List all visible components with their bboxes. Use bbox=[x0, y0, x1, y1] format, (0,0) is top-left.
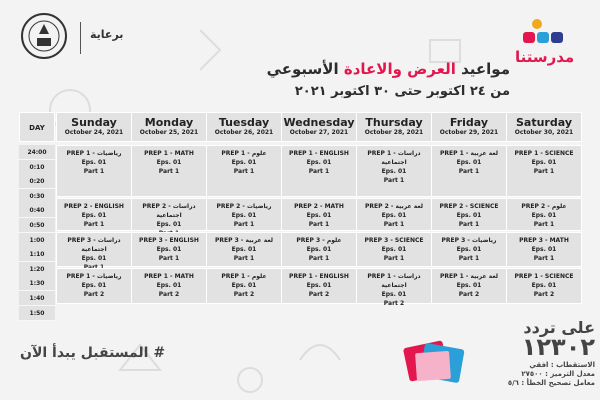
schedule-cell bbox=[431, 232, 507, 267]
time-slot: 1:40 bbox=[19, 291, 55, 306]
time-slot: 24:00 bbox=[19, 145, 55, 160]
sponsor-block bbox=[20, 10, 160, 62]
cell-line: اجتماعية bbox=[381, 159, 407, 166]
title-highlight: العرض والاعادة bbox=[343, 60, 456, 78]
day-header bbox=[206, 112, 282, 142]
schedule-cell bbox=[131, 198, 207, 231]
schedule-cell bbox=[431, 198, 507, 231]
day-header bbox=[131, 112, 207, 142]
cell-line: Part 1 bbox=[383, 177, 405, 184]
cell-line: Eps. 01 bbox=[231, 159, 257, 166]
cell-line: Eps. 01 bbox=[531, 159, 557, 166]
schedule-cell bbox=[356, 268, 432, 307]
day-header bbox=[56, 112, 132, 142]
day-name: Saturday bbox=[516, 116, 572, 129]
cell-line: PREP 2 - SCIENCE bbox=[439, 203, 499, 210]
cell-line: Part 2 bbox=[383, 300, 405, 307]
cell-line: Eps. 01 bbox=[381, 168, 407, 175]
cell-line: Eps. 01 bbox=[531, 212, 557, 219]
cell-line: Part 1 bbox=[233, 221, 255, 228]
day-date: October 25, 2021 bbox=[139, 129, 199, 136]
schedule-cell bbox=[56, 198, 132, 231]
sponsor-divider bbox=[80, 22, 81, 54]
time-slot: 1:10 bbox=[19, 247, 55, 262]
schedule-cell bbox=[281, 268, 357, 304]
cell-line: PREP 1 - علوم bbox=[221, 150, 267, 157]
cell-line: Eps. 01 bbox=[81, 159, 107, 166]
schedule-cell bbox=[281, 198, 357, 231]
cell-line: PREP 1 - لغة عربية bbox=[440, 150, 498, 157]
cell-line: PREP 1 - دراسات bbox=[367, 273, 421, 280]
brand-logo-icon bbox=[521, 18, 565, 46]
cell-line: PREP 2 - ENGLISH bbox=[64, 203, 124, 210]
cell-line: Part 1 bbox=[83, 221, 105, 228]
day-corner-label: DAY bbox=[19, 112, 55, 142]
cell-line: PREP 1 - رياضيات bbox=[66, 273, 122, 280]
brand-logo bbox=[515, 18, 575, 72]
schedule-cell bbox=[56, 268, 132, 304]
cell-line: PREP 1 - MATH bbox=[144, 150, 194, 157]
cell-line: Eps. 01 bbox=[381, 291, 407, 298]
schedule-cell bbox=[356, 232, 432, 267]
cell-line: Part 1 bbox=[533, 168, 555, 175]
cell-line: PREP 1 - ENGLISH bbox=[289, 273, 349, 280]
schedule-cell bbox=[131, 145, 207, 197]
cell-line: Eps. 01 bbox=[306, 212, 332, 219]
cell-line: Part 1 bbox=[233, 255, 255, 262]
cell-line: Eps. 01 bbox=[456, 212, 482, 219]
cell-line: PREP 1 - MATH bbox=[144, 273, 194, 280]
day-header bbox=[356, 112, 432, 142]
schedule-cell bbox=[56, 145, 132, 197]
day-date: October 24, 2021 bbox=[64, 129, 124, 136]
schedule-cell bbox=[281, 145, 357, 197]
cell-line: Part 1 bbox=[533, 255, 555, 262]
day-date: October 28, 2021 bbox=[364, 129, 424, 136]
fec-text: معامل تصحيح الخطأ : ٥/٦ bbox=[507, 379, 595, 387]
cell-line: Eps. 01 bbox=[231, 246, 257, 253]
cell-line: PREP 3 - ENGLISH bbox=[139, 237, 199, 244]
cell-line: Part 2 bbox=[533, 291, 555, 298]
cell-line: PREP 3 - رياضيات bbox=[441, 237, 497, 244]
cell-line: Part 2 bbox=[233, 291, 255, 298]
cell-line: PREP 2 - MATH bbox=[294, 203, 344, 210]
time-slot: 1:00 bbox=[19, 233, 55, 248]
cell-line: Eps. 01 bbox=[381, 212, 407, 219]
cell-line: Part 2 bbox=[308, 291, 330, 298]
schedule-cell bbox=[506, 145, 582, 197]
cell-line: Part 1 bbox=[458, 255, 480, 262]
cell-line: PREP 1 - SCIENCE bbox=[514, 150, 574, 157]
cell-line: Part 1 bbox=[308, 255, 330, 262]
folders-illustration-icon bbox=[398, 330, 468, 390]
cell-line: PREP 2 - دراسات bbox=[142, 203, 196, 210]
cell-line: اجتماعية bbox=[81, 246, 107, 253]
cell-line: PREP 2 - لغة عربية bbox=[365, 203, 423, 210]
day-name: Wednesday bbox=[283, 116, 355, 129]
cell-line: Eps. 01 bbox=[81, 255, 107, 262]
day-name: Sunday bbox=[71, 116, 117, 129]
cell-line: PREP 1 - دراسات bbox=[367, 150, 421, 157]
cell-line: Eps. 01 bbox=[156, 221, 182, 228]
cell-line: Part 1 bbox=[308, 168, 330, 175]
cell-line: Part 2 bbox=[158, 291, 180, 298]
cell-line: Part 1 bbox=[158, 255, 180, 262]
time-slot: 1:50 bbox=[19, 306, 55, 321]
cell-line: Eps. 01 bbox=[456, 246, 482, 253]
title-suffix: الأسبوعي bbox=[266, 60, 339, 78]
schedule-cell bbox=[206, 232, 282, 267]
cell-line: Eps. 01 bbox=[81, 282, 107, 289]
cell-line: Part 1 bbox=[83, 168, 105, 175]
cell-line: Eps. 01 bbox=[156, 282, 182, 289]
frequency-number: ١٢٣٠٢ bbox=[521, 333, 595, 361]
cell-line: Eps. 01 bbox=[156, 159, 182, 166]
symbol-rate-text: معدل الترميز : ٢٧٥٠٠ bbox=[521, 370, 595, 378]
schedule-table bbox=[19, 112, 582, 320]
day-name: Tuesday bbox=[218, 116, 270, 129]
cell-line: Part 1 bbox=[383, 255, 405, 262]
page-subtitle: من ٢٤ اكتوبر حتى ٣٠ اكتوبر ٢٠٢١ bbox=[294, 84, 510, 99]
time-slot: 1:20 bbox=[19, 262, 55, 277]
cell-line: Eps. 01 bbox=[306, 282, 332, 289]
cell-line: Part 1 bbox=[383, 221, 405, 228]
time-slot: 0:50 bbox=[19, 218, 55, 233]
time-slot: 0:20 bbox=[19, 174, 55, 189]
schedule-cell bbox=[281, 232, 357, 267]
cell-line: Part 2 bbox=[458, 291, 480, 298]
schedule-cell bbox=[206, 145, 282, 197]
day-date: October 30, 2021 bbox=[514, 129, 574, 136]
schedule-cell bbox=[131, 268, 207, 304]
frequency-on-label: على تردد bbox=[523, 318, 595, 337]
frequency-info bbox=[470, 318, 595, 388]
cell-line: Part 1 bbox=[308, 221, 330, 228]
brand-name: مدرستنا bbox=[515, 48, 575, 66]
day-name: Thursday bbox=[365, 116, 423, 129]
schedule-cell bbox=[506, 232, 582, 267]
schedule-cell bbox=[356, 198, 432, 231]
cell-line: Eps. 01 bbox=[531, 246, 557, 253]
cell-line: Part 2 bbox=[83, 291, 105, 298]
cell-line: Eps. 01 bbox=[306, 159, 332, 166]
sponsor-label: برعاية bbox=[90, 28, 124, 41]
cell-line: اجتماعية bbox=[156, 212, 182, 219]
schedule-cell bbox=[431, 268, 507, 304]
page-title bbox=[150, 60, 510, 78]
schedule-cell bbox=[206, 268, 282, 304]
time-slot: 0:10 bbox=[19, 160, 55, 175]
polarization-text: الاستقطاب : افقي bbox=[529, 361, 595, 369]
cell-line: PREP 2 - علوم bbox=[521, 203, 567, 210]
cell-line: Eps. 01 bbox=[531, 282, 557, 289]
schedule-cell bbox=[506, 198, 582, 231]
cell-line: PREP 3 - دراسات bbox=[67, 237, 121, 244]
cell-line: Eps. 01 bbox=[456, 159, 482, 166]
cell-line: Part 1 bbox=[533, 221, 555, 228]
day-header bbox=[281, 112, 357, 142]
day-header bbox=[431, 112, 507, 142]
cell-line: Eps. 01 bbox=[306, 246, 332, 253]
cell-line: PREP 3 - لغة عربية bbox=[215, 237, 273, 244]
schedule-cell bbox=[506, 268, 582, 304]
schedule-cell bbox=[356, 145, 432, 197]
schedule-cell bbox=[131, 232, 207, 267]
cell-line: PREP 1 - SCIENCE bbox=[514, 273, 574, 280]
time-slot: 0:40 bbox=[19, 203, 55, 218]
cell-line: Eps. 01 bbox=[231, 282, 257, 289]
schedule-cell bbox=[431, 145, 507, 197]
hashtag-slogan: # المستقبل يبدأ الآن bbox=[20, 345, 166, 361]
day-name: Friday bbox=[449, 116, 489, 129]
cell-line: Eps. 01 bbox=[231, 212, 257, 219]
cell-line: Eps. 01 bbox=[456, 282, 482, 289]
day-date: October 29, 2021 bbox=[439, 129, 499, 136]
day-date: October 27, 2021 bbox=[289, 129, 349, 136]
cell-line: Eps. 01 bbox=[81, 212, 107, 219]
day-header bbox=[506, 112, 582, 142]
cell-line: PREP 1 - رياضيات bbox=[66, 150, 122, 157]
cell-line: PREP 3 - MATH bbox=[519, 237, 569, 244]
time-slot: 0:30 bbox=[19, 189, 55, 204]
cell-line: اجتماعية bbox=[381, 282, 407, 289]
day-name: Monday bbox=[144, 116, 194, 129]
cell-line: Eps. 01 bbox=[156, 246, 182, 253]
time-slot: 1:30 bbox=[19, 276, 55, 291]
cell-line: PREP 1 - لغة عربية bbox=[440, 273, 498, 280]
cell-line: Part 1 bbox=[458, 168, 480, 175]
cell-line: PREP 3 - SCIENCE bbox=[364, 237, 424, 244]
day-date: October 26, 2021 bbox=[214, 129, 274, 136]
cell-line: PREP 1 - ENGLISH bbox=[289, 150, 349, 157]
ministry-seal-icon bbox=[20, 12, 68, 60]
cell-line: PREP 1 - علوم bbox=[221, 273, 267, 280]
title-prefix: مواعيد bbox=[461, 60, 510, 78]
schedule-cell bbox=[206, 198, 282, 231]
cell-line: PREP 3 - علوم bbox=[296, 237, 342, 244]
schedule-cell bbox=[56, 232, 132, 267]
cell-line: Part 1 bbox=[458, 221, 480, 228]
cell-line: PREP 2 - رياضيات bbox=[216, 203, 272, 210]
cell-line: Eps. 01 bbox=[381, 246, 407, 253]
cell-line: Part 1 bbox=[158, 168, 180, 175]
cell-line: Part 1 bbox=[233, 168, 255, 175]
